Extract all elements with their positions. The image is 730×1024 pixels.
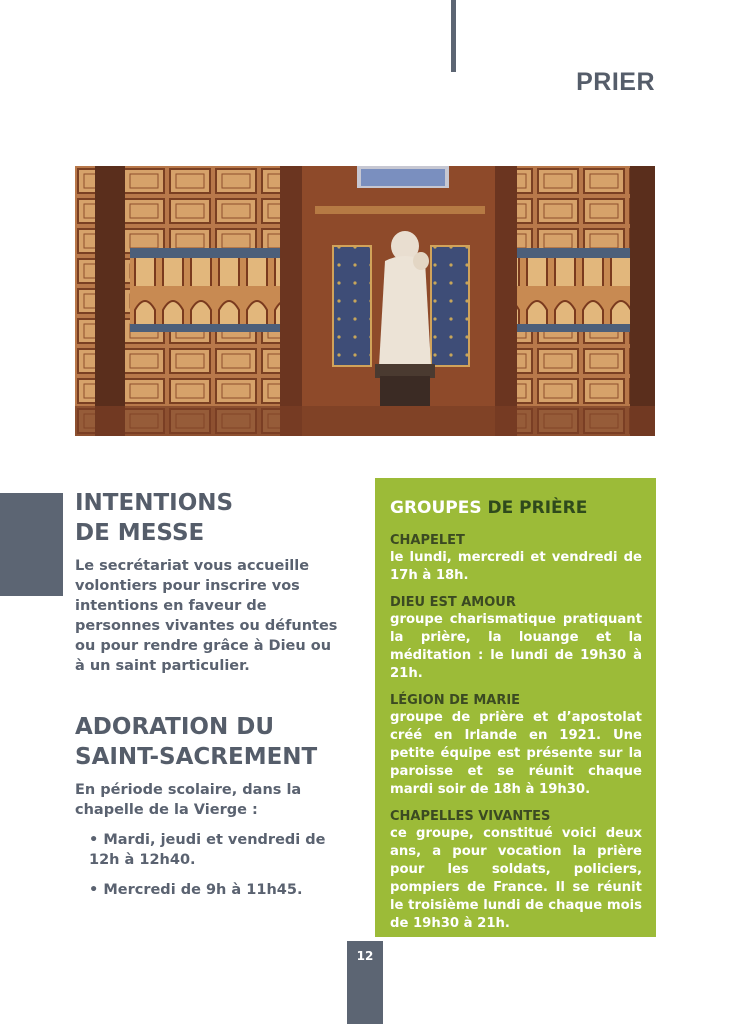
list-item: • Mardi, jeudi et vendredi de 12h à 12h40.	[89, 832, 326, 868]
intentions-text: Le secrétariat vous accueille volontiers pour inscrire vos intentions en faveur de personnes vivantes ou défuntes ou pour rendre grâce à Dieu ou à un saint particulier.	[75, 558, 338, 674]
adoration-title-line1: ADORATION DU	[75, 714, 274, 740]
prayer-groups-panel	[375, 478, 656, 937]
top-divider	[451, 0, 456, 72]
adoration-title-line2: SAINT-SACREMENT	[75, 744, 318, 770]
chapel-photo	[75, 166, 655, 436]
group-description: le lundi, mercredi et vendredi de 17h à 18h.	[390, 550, 642, 583]
list-item: • Mercredi de 9h à 11h45.	[89, 882, 303, 898]
side-accent-block	[0, 493, 63, 596]
adoration-title	[75, 712, 345, 772]
group-name: CHAPELLES VIVANTES	[390, 809, 551, 824]
group-description: ce groupe, constitué voici deux ans, a pour vocation la prière pour les soldats, policiers, pompiers de France. Il se réunit le troisième lundi de chaque mois de 19h30 à 21h.	[390, 826, 642, 931]
section-title: PRIER	[576, 68, 655, 96]
group-description: groupe de prière et d’apostolat créé en Irlande en 1921. Une petite équipe est présente sur la paroisse et se réunit chaque mardi soir de 18h à 19h30.	[390, 710, 642, 797]
adoration-intro: En période scolaire, dans la chapelle de la Vierge :	[75, 782, 302, 818]
page-number: 12	[347, 941, 383, 1024]
prayer-groups-title	[390, 498, 642, 518]
title-rest: DE PRIÈRE	[481, 498, 588, 518]
left-column	[75, 488, 345, 910]
adoration-schedule-list	[89, 830, 345, 900]
group-name: LÉGION DE MARIE	[390, 693, 521, 708]
title-accent: GROUPES	[390, 498, 482, 518]
intentions-title-line1: INTENTIONS	[75, 490, 234, 516]
group-name: CHAPELET	[390, 533, 465, 548]
intentions-title	[75, 488, 345, 548]
group-name: DIEU EST AMOUR	[390, 595, 516, 610]
intentions-title-line2: DE MESSE	[75, 520, 205, 546]
group-description: groupe charismatique pratiquant la prière, la louange et la méditation : le lundi de 19h30 à 21h.	[390, 612, 642, 681]
